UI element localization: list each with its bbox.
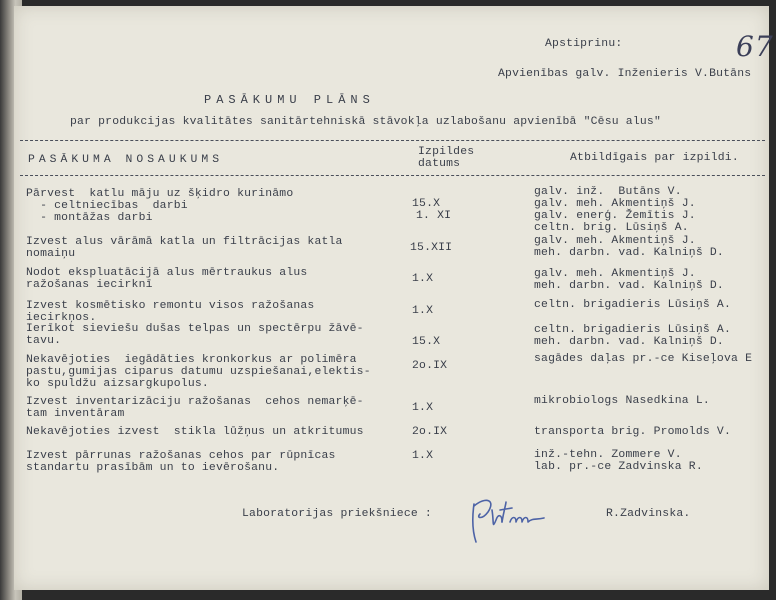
- document-title: PASĀKUMU PLĀNS: [204, 93, 375, 107]
- row9-date: 1.X: [412, 450, 434, 462]
- row7-responsible: mikrobiologs Nasedkina L.: [534, 395, 710, 407]
- row3-measure-1: Nodot ekspluatācijā alus mērtraukus alus: [26, 267, 308, 279]
- column-header-responsible: Atbildīgais par izpildi.: [570, 152, 739, 164]
- row4-responsible: celtn. brigadieris Lūsiņš A.: [534, 299, 731, 311]
- row1-date-2: 1. XI: [416, 210, 452, 222]
- row8-responsible: transporta brig. Promolds V.: [534, 426, 731, 438]
- row6-measure-3: ko spuldžu aizsargkupolus.: [26, 378, 209, 390]
- footer-name: R.Zadvinska.: [606, 508, 691, 520]
- row4-measure-2: iecirkņos.: [26, 312, 97, 324]
- row6-measure-1: Nekavējoties iegādāties kronkorkus ar polimēra: [26, 354, 357, 366]
- row3-date: 1.X: [412, 273, 434, 285]
- header-divider-bottom: [20, 175, 765, 176]
- row9-measure-1: Izvest pārrunas ražošanas cehos par rūpnīcas: [26, 450, 336, 462]
- document-page: [14, 6, 774, 590]
- row1-measure-1: Pārvest katlu māju uz šķidro kurināmo: [26, 188, 294, 200]
- header-divider-top: [20, 140, 765, 141]
- row5-date: 15.X: [412, 336, 441, 348]
- row8-date: 2o.IX: [412, 426, 448, 438]
- row5-responsible-2: meh. darbn. vad. Kalniņš D.: [534, 336, 724, 348]
- row2-measure-1: Izvest alus vārāmā katla un filtrācijas katla: [26, 236, 343, 248]
- row3-responsible-2: meh. darbn. vad. Kalniņš D.: [534, 280, 724, 292]
- approval-label: Apstiprinu:: [545, 38, 623, 50]
- row3-responsible-1: galv. meh. Akmentiņš J.: [534, 268, 696, 280]
- row5-responsible-1: celtn. brigadieris Lūsiņš A.: [534, 324, 731, 336]
- row3-measure-2: ražošanas iecirknī: [26, 279, 153, 291]
- row2-responsible-2: meh. darbn. vad. Kalniņš D.: [534, 247, 724, 259]
- row9-measure-2: standartu prasībām un to ievērošanu.: [26, 462, 280, 474]
- row6-measure-2: pastu,gumijas ciparus datumu uzspiešanai,elektis-: [26, 366, 371, 378]
- row1-date-1: 15.X: [412, 198, 441, 210]
- row2-measure-2: nomaiņu: [26, 248, 76, 260]
- row4-date: 1.X: [412, 305, 434, 317]
- handwritten-signature: [466, 490, 556, 550]
- row5-measure-1: Ierīkot sieviešu dušas telpas un spectērpu žāvē-: [26, 323, 364, 335]
- document-subtitle: par produkcijas kvalitātes sanitārtehniskā stāvokļa uzlabošanu apvienībā "Cēsu alus": [70, 116, 661, 128]
- row9-responsible-1: inž.-tehn. Zommere V.: [534, 449, 682, 461]
- row7-measure-1: Izvest inventarizāciju ražošanas cehos nemarķē-: [26, 396, 364, 408]
- row7-date: 1.X: [412, 402, 434, 414]
- row2-responsible-1: galv. meh. Akmentiņš J.: [534, 235, 696, 247]
- page-number: 67: [736, 30, 774, 63]
- row7-measure-2: tam inventāram: [26, 408, 125, 420]
- row6-date: 2o.IX: [412, 360, 448, 372]
- row9-responsible-2: lab. pr.-ce Zadvinska R.: [534, 461, 703, 473]
- row1-responsible-4: celtn. brig. Lūsiņš A.: [534, 222, 689, 234]
- column-header-measure: PASĀKUMA NOSAUKUMS: [28, 154, 224, 166]
- row1-responsible-1: galv. inž. Butāns V.: [534, 186, 682, 198]
- row1-responsible-2: galv. meh. Akmentiņš J.: [534, 198, 696, 210]
- row2-date: 15.XII: [410, 242, 453, 254]
- row4-measure-1: Izvest kosmētisko remontu visos ražošanas: [26, 300, 315, 312]
- footer-label: Laboratorijas priekšniece :: [242, 508, 432, 520]
- row8-measure: Nekavējoties izvest stikla lūžņus un atkritumus: [26, 426, 364, 438]
- row1-responsible-3: galv. enerģ. Žemītis J.: [534, 210, 696, 222]
- column-header-deadline-1: Izpildes: [418, 146, 475, 158]
- row1-measure-2: - celtniecības darbi: [26, 200, 188, 212]
- approver: Apvienības galv. Inženieris V.Butāns: [498, 68, 752, 80]
- row1-measure-3: - montāžas darbi: [26, 212, 153, 224]
- column-header-deadline-2: datums: [418, 158, 461, 170]
- row5-measure-2: tavu.: [26, 335, 62, 347]
- row6-responsible: sagādes daļas pr.-ce Kiseļova E: [534, 353, 753, 365]
